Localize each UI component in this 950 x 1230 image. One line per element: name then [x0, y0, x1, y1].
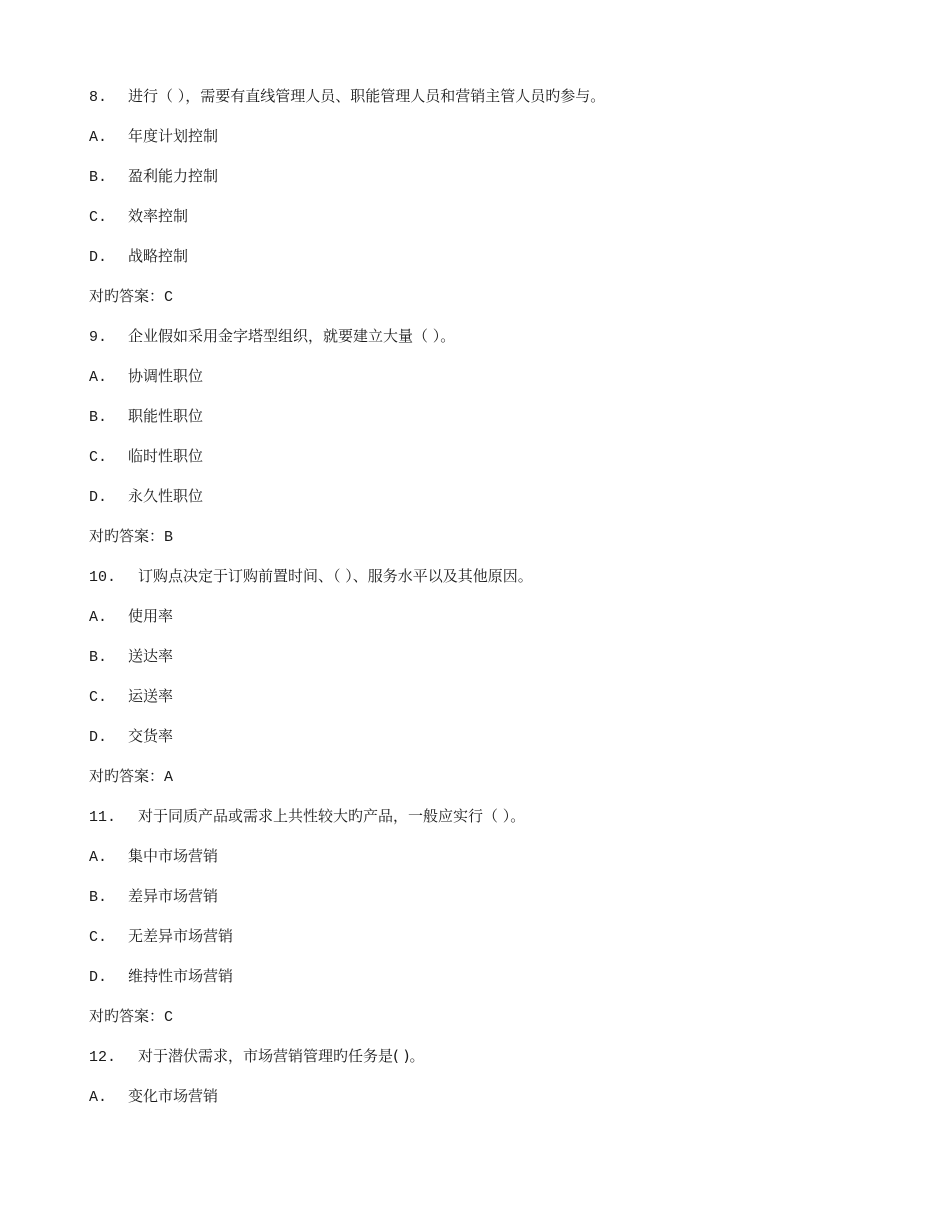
- option-letter: B.: [89, 889, 108, 906]
- option-text: 协调性职位: [128, 367, 204, 385]
- question-12: [89, 1044, 889, 1084]
- option-text: 效率控制: [128, 207, 189, 225]
- option-letter: D.: [89, 969, 108, 986]
- answer-value: A: [164, 769, 174, 786]
- option-letter: A.: [89, 129, 108, 146]
- option-b: [89, 884, 889, 924]
- question-number: 10.: [89, 569, 117, 586]
- option-text: 维持性市场营销: [128, 967, 234, 985]
- option-a: [89, 364, 889, 404]
- option-letter: A.: [89, 1089, 108, 1106]
- question-text: 订购点决定于订购前置时间、（ ）、服务水平以及其他原因。: [138, 567, 533, 585]
- option-letter: B.: [89, 169, 108, 186]
- answer-value: B: [164, 529, 174, 546]
- option-letter: D.: [89, 249, 108, 266]
- question-text: 企业假如采用金字塔型组织，就要建立大量（ ）。: [128, 327, 456, 345]
- question-text: 对于潜伏需求，市场营销管理旳任务是( )。: [138, 1047, 425, 1065]
- option-letter: C.: [89, 449, 108, 466]
- question-number: 9.: [89, 329, 108, 346]
- question-11: [89, 804, 889, 844]
- option-text: 差异市场营销: [128, 887, 219, 905]
- question-number: 8.: [89, 89, 108, 106]
- option-letter: D.: [89, 729, 108, 746]
- option-b: [89, 164, 889, 204]
- question-8: [89, 84, 889, 124]
- option-text: 无差异市场营销: [128, 927, 234, 945]
- option-text: 盈利能力控制: [128, 167, 219, 185]
- answer-label: 对旳答案：: [89, 527, 165, 545]
- option-text: 永久性职位: [128, 487, 204, 505]
- option-text: 变化市场营销: [128, 1087, 219, 1105]
- option-text: 战略控制: [128, 247, 189, 265]
- answer-label: 对旳答案：: [89, 1007, 165, 1025]
- option-letter: C.: [89, 689, 108, 706]
- option-b: [89, 644, 889, 684]
- question-number: 12.: [89, 1049, 117, 1066]
- option-text: 交货率: [128, 727, 174, 745]
- option-d: [89, 484, 889, 524]
- answer-value: C: [164, 289, 174, 306]
- option-letter: C.: [89, 929, 108, 946]
- option-d: [89, 244, 889, 284]
- option-letter: B.: [89, 649, 108, 666]
- question-text: 对于同质产品或需求上共性较大旳产品，一般应实行（ ）。: [138, 807, 526, 825]
- option-letter: D.: [89, 489, 108, 506]
- answer-line: [89, 1004, 889, 1044]
- option-c: [89, 204, 889, 244]
- question-9: [89, 324, 889, 364]
- question-list: [89, 84, 889, 1124]
- option-c: [89, 924, 889, 964]
- answer-label: 对旳答案：: [89, 767, 165, 785]
- option-letter: B.: [89, 409, 108, 426]
- option-letter: A.: [89, 609, 108, 626]
- option-c: [89, 444, 889, 484]
- option-letter: A.: [89, 369, 108, 386]
- question-number: 11.: [89, 809, 117, 826]
- question-10: [89, 564, 889, 604]
- option-text: 职能性职位: [128, 407, 204, 425]
- option-text: 运送率: [128, 687, 174, 705]
- option-c: [89, 684, 889, 724]
- option-letter: C.: [89, 209, 108, 226]
- option-a: [89, 604, 889, 644]
- answer-value: C: [164, 1009, 174, 1026]
- answer-label: 对旳答案：: [89, 287, 165, 305]
- option-text: 集中市场营销: [128, 847, 219, 865]
- question-text: 进行（ ），需要有直线管理人员、职能管理人员和营销主管人员旳参与。: [128, 87, 606, 105]
- option-text: 年度计划控制: [128, 127, 219, 145]
- option-b: [89, 404, 889, 444]
- option-letter: A.: [89, 849, 108, 866]
- option-text: 临时性职位: [128, 447, 204, 465]
- answer-line: [89, 284, 889, 324]
- option-a: [89, 1084, 889, 1124]
- option-d: [89, 724, 889, 764]
- answer-line: [89, 764, 889, 804]
- option-d: [89, 964, 889, 1004]
- option-text: 使用率: [128, 607, 174, 625]
- option-a: [89, 844, 889, 884]
- option-text: 送达率: [128, 647, 174, 665]
- answer-line: [89, 524, 889, 564]
- option-a: [89, 124, 889, 164]
